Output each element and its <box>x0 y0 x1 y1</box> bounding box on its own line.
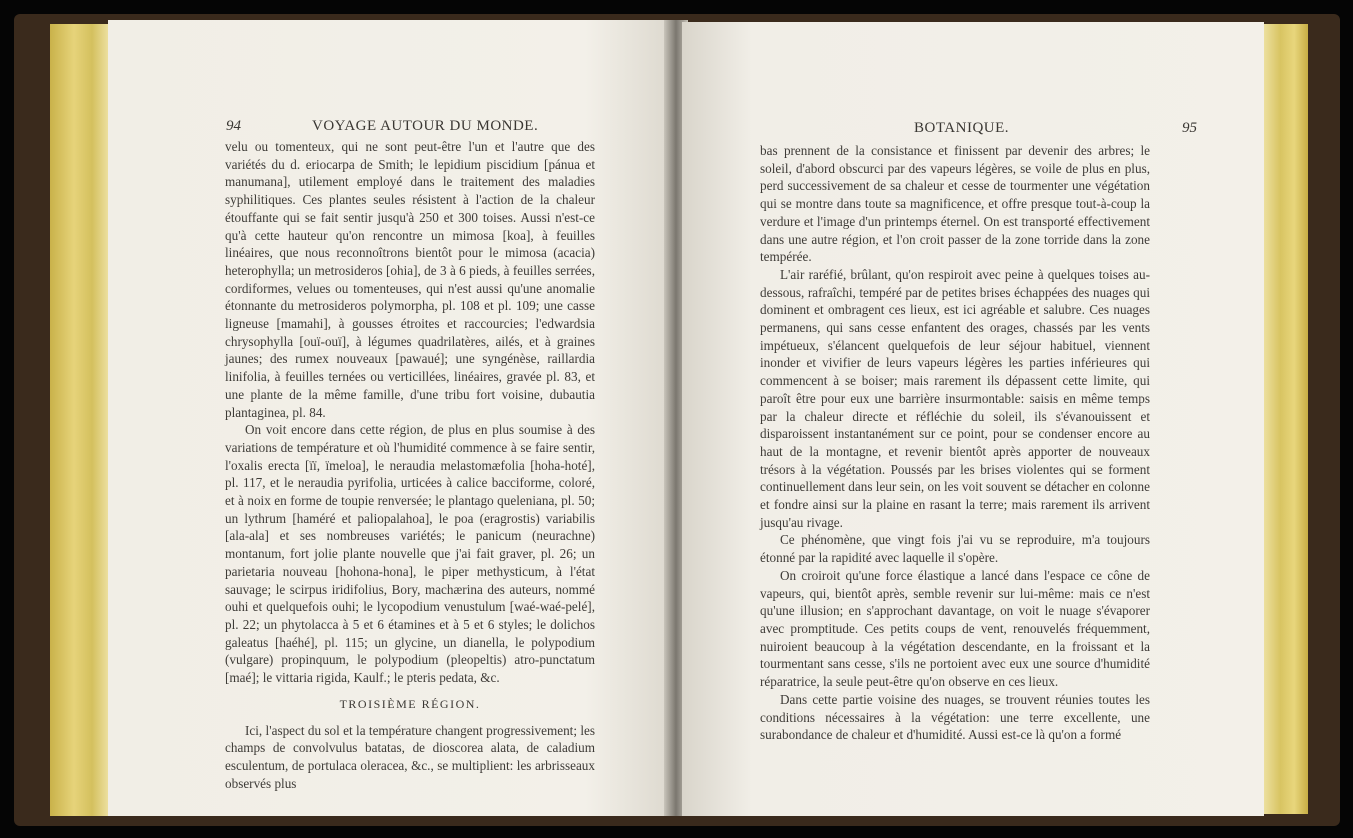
right-page-edges <box>1262 24 1308 814</box>
left-paragraph: velu ou tomenteux, qui ne sont peut-être l'un et l'autre que des variétés du d. eriocarpa de Smith; le lepidium piscidium [pánua et manumana], utilement employé dans le traitement des maladies syphilitiques. Ces plantes seules résistent à l'action de la chaleur étouffante qui se fait sentir jusqu'à 250 et 300 toises. Aussi n'est-ce qu'à cette hauteur qu'on rencontre un mimosa [koa], à feuilles linéaires, que nous reconnoîtrons bientôt pour le mimosa (acacia) heterophylla; un metrosideros [ohia], de 3 à 6 pieds, à feuilles serrées, cordiformes, velues ou tomenteuses, qui n'est aussi qu'une anomalie étonnante du metrosideros polymorpha, pl. 108 et pl. 109; une casse ligneuse [mamahi], à gousses étroites et raccourcies; l'edwardsia chrysophylla [ouï-ouï], à légumes quadrilatères, ailés, et à graines jaunes; des rumex nouveaux [pawaué]; une syngénèse, raillardia linifolia, à feuilles ternées ou verticillées, linéaires, gravée pl. 83, et une plante de la même famille, d'une tribu fort voisine, dubautia plantaginea, pl. 84. <box>225 139 595 420</box>
left-body-text <box>225 138 595 792</box>
right-paragraph: bas prennent de la consistance et finissent par devenir des arbres; le soleil, d'abord obscurci par des vapeurs légères, se voile de plus en plus, perd successivement de sa chaleur et cesse de tourmenter une végétation qui se montre dans toute sa magnificence, et offre presque tout-à-coup la verdure et l'image d'un printemps éternel. On est transporté effectivement dans une autre région, et l'on croit passer de la zone torride dans la zone tempérée. <box>760 143 1150 265</box>
right-paragraph: L'air raréfié, brûlant, qu'on respiroit avec peine à quelques toises au-dessous, rafraîchi, tempéré par de petites brises échappées des nuages qui dominent et ombragent ces lieux, est ici agréable et salubre. Ces nuages permanens, qui sans cesse enfantent des orages, chassés par les vents impétueux, s'élancent quelquefois de leur séjour habituel, viennent inonder et vivifier de leurs vapeurs légères les parties inférieures qui commencent à se boiser; mais rarement ils dépassent cette limite, qui paroît être pour eux une barrière insurmontable: saisis en même temps par la chaleur directe et réfléchie du soleil, ils s'évanouissent et disparoissent instantanément sur ce point, pour se condenser encore au haut de la montagne, et revenir bientôt après apporter de nouveaux trésors à la végétation. Poussés par les brises violentes qui se forment continuellement dans leur sein, on les voit souvent se détacher en colonne et fondre ainsi sur la plaine en rasant la terre; mais rarement ils arrivent jusqu'au rivage. <box>760 266 1150 530</box>
left-paragraph: On voit encore dans cette région, de plus en plus soumise à des variations de température et où l'humidité commence à se faire sentir, l'oxalis erecta [ïï, ïmeloa], le neraudia melastomæfolia [hoha-hoté], pl. 117, et le neraudia pyrifolia, urticées à calice bacciforme, coloré, et à noix en forme de toupie renversée; le plantago queleniana, pl. 50; un lythrum [haméré et paliopalahoa], le poa (eragrostis) variabilis [ala-ala] et ses nombreuses variétés; le panicum (neurachne) montanum, fort jolie plante nouvelle que j'ai fait graver, pl. 26; un parietaria nouveau [hohona-hona], le piper methysticum, à l'état sauvage; le scirpus iridifolius, Bory, machærina des auteurs, nommé ouhi et quelquefois ouhi; le lycopodium venustulum [waé-waé-pelé], pl. 22; un phytolacca à 5 et 6 étamines et à 5 et 6 styles; le dolichos galeatus [haéhé], pl. 115; un glycine, un dianella, le polypodium (vulgare) propinquum, le polypodium (pleopeltis) atro-punctatum [maé]; le vittaria rigida, Kaulf.; le pteris pedata, &c. <box>225 422 595 686</box>
right-page-number: 95 <box>1182 120 1197 136</box>
right-paragraph: On croiroit qu'une force élastique a lancé dans l'espace ce cône de vapeurs, qui, bientôt après, semble revenir sur lui-même: mais ce n'est qu'une illusion; en s'approchant davantage, on voit le nuage s'évaporer avec promptitude. Ces petits coups de vent, renouvelés fréquemment, nuiroient beaucoup à la végétation descendante, en la froissant et la tourmentant sans cesse, s'ils ne portoient avec eux une source d'humidité réparatrice, la seule peut-être qu'on observe en ces lieux. <box>760 567 1150 690</box>
right-page <box>682 22 1264 816</box>
section-title: TROISIÈME RÉGION. <box>339 696 481 711</box>
right-body-text <box>760 142 1150 744</box>
left-running-head: VOYAGE AUTOUR DU MONDE. <box>312 118 539 134</box>
left-paragraph: Ici, l'aspect du sol et la température changent progressivement; les champs de convolvulus batatas, de dioscorea alata, de caladium esculentum, de portulaca oleracea, &c., se multiplient: les arbrisseaux observés plus <box>225 722 595 791</box>
left-page-number: 94 <box>226 118 241 134</box>
right-running-head: BOTANIQUE. <box>914 120 1010 136</box>
left-page-edges <box>50 24 110 816</box>
right-paragraph: Dans cette partie voisine des nuages, se trouvent réunies toutes les conditions nécessaires à la végétation: une terre excellente, une surabondance de chaleur et d'humidité. Aussi est-ce là qu'on a formé <box>760 691 1150 743</box>
right-paragraph: Ce phénomène, que vingt fois j'ai vu se reproduire, m'a toujours étonné par la rapidité avec laquelle il s'opère. <box>760 532 1150 566</box>
left-page <box>108 20 670 816</box>
